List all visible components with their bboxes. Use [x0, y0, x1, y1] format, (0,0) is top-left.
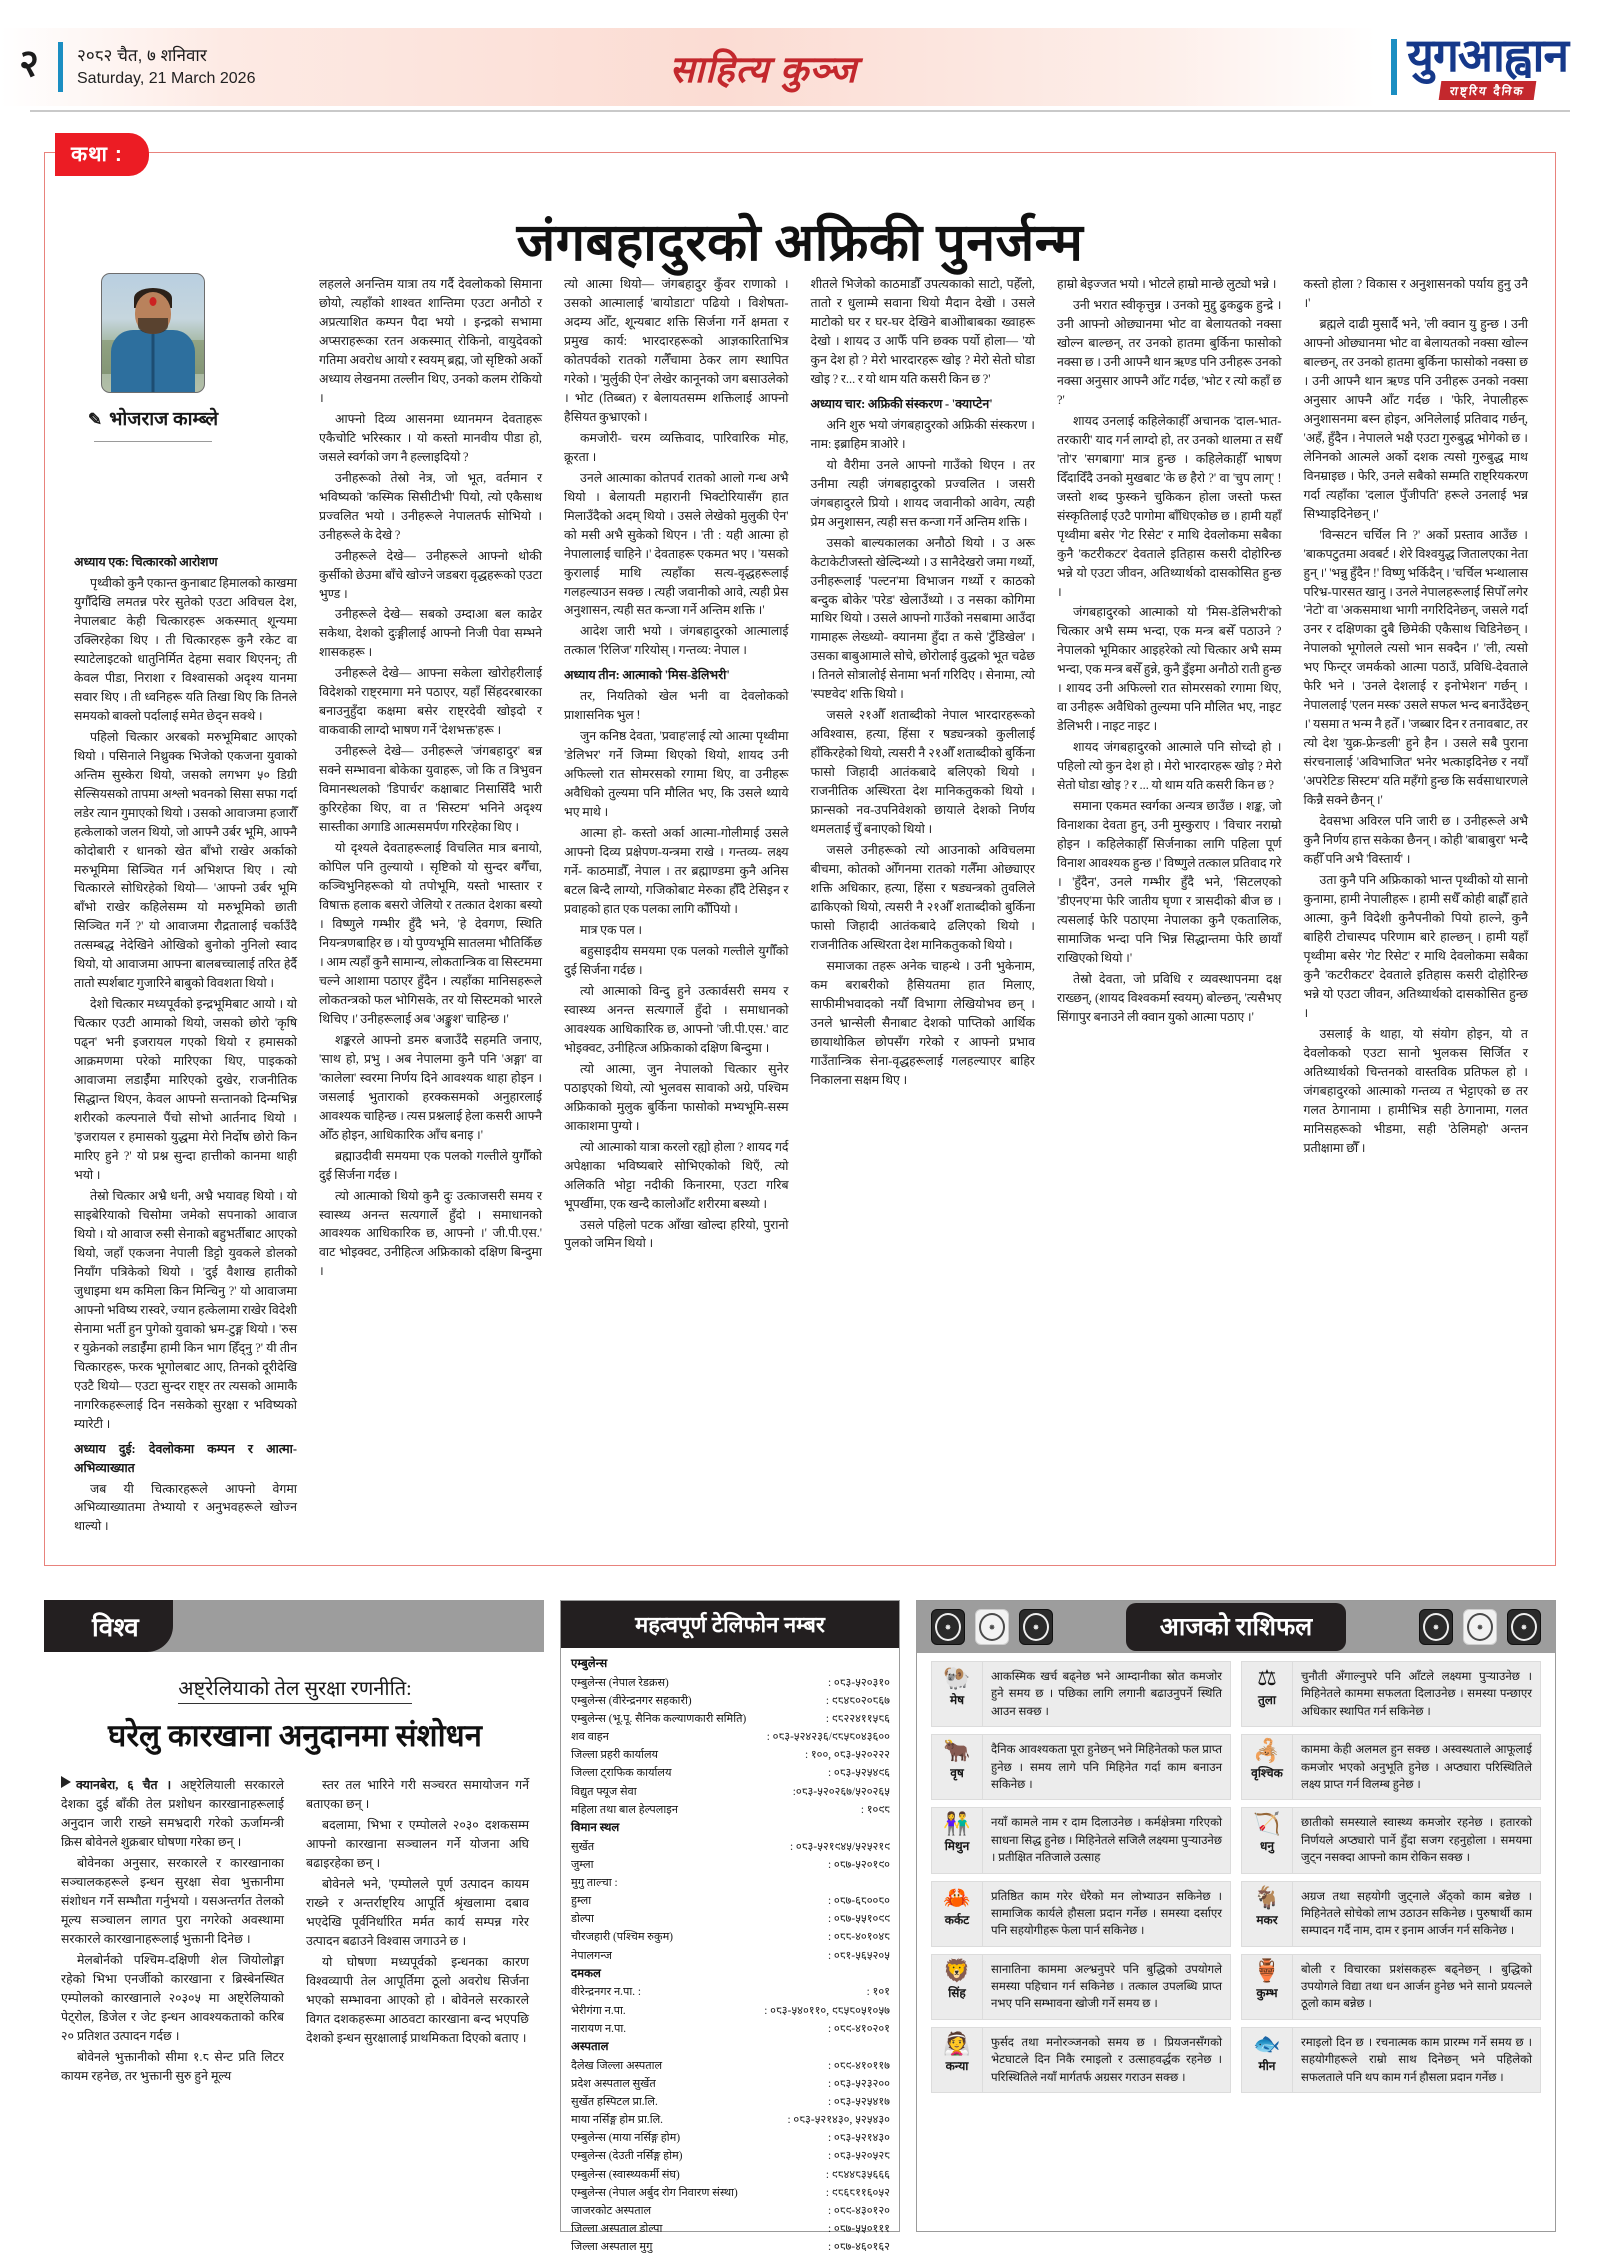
zodiac-prediction-text: फुर्सद तथा मनोरञ्जनको समय छ । प्रियजनसँगको भेटघाटले दिन निकै रमाइलो र उत्साहवर्द्धक रहनेछ । परिस्थितिले नयाँ मार्गतर्फ अग्रसर गराउन सक्छ । — [983, 2027, 1231, 2093]
story-paragraph: लहलले अनन्तिम यात्रा तय गर्दै देवलोकको सिमाना छोयो, त्यहाँको शाश्वत शान्तिमा एउटा अनौठो र अप्रत्याशित कम्पन पैदा भयो । इन्द्रको सभामा अप्सराहरूका रतन अकस्मात् रोकिनो, वायुदेवको गतिमा अवरोध आयो र स्वयम् ब्रह्म, जो सृष्टिको अर्को अध्याय लेखनमा तल्लीन थिए, उनको कलम रोकियो । — [319, 277, 543, 405]
aries-ram-icon: 🐏 — [943, 1665, 971, 1690]
phone-entry-label: मुगु ताल्चा : — [571, 1876, 618, 1889]
story-paragraph: शीतले भिजेको काठमाडौँ उपत्यकाको साटो, पहेँलो, तातो र धुलाम्मे सवाना थियो मैदान देखेो । उसले माटोको घर र घर-घर देखिने बाओोबाबका ख्वाहरू देखो । शायद उ आफैँ पनि छक्क पर्यो होला— 'यो कुन देश हो ? मेरो भारदारहरू खोइ ? मेरो सेतो घोडा खोइ ? र... र यो थाम यति कसरी किन छ ?' — [810, 277, 1035, 386]
story-paragraph: उसले पहिलो पटक आँखा खोल्दा हरियो, पुरानो पुलको जमिन थियो । — [564, 1217, 789, 1251]
phone-entry-row — [571, 1910, 890, 1928]
story-column-1 — [63, 275, 308, 1553]
phone-entry-label: एम्बुलेन्स (नेपाल अर्बुद रोग निवारण संस्था) — [571, 2186, 738, 2199]
phone-entry-row — [571, 1801, 890, 1819]
story-paragraph: शङ्करले आफ्नो डमरु बजाउँदै सहमति जनाए, 'साथ हो, प्रभु । अब नेपालमा कुनै पनि 'अङ्गा' वा 'कालेला' स्वरमा निर्णय दिने आवश्यक थाहा होइन । जसलाई भुताराको हरक्कसमको अनुहारलाई आवश्यक चाहिन्छ । त्यस प्रश्नलाई हेला कसरी आफ्नै ओँठ होइन, आधिकारिक आँच बनाइ ।' — [319, 1032, 543, 1142]
horoscope-panel — [916, 1600, 1556, 2232]
world-kicker: अष्ट्रेलियाको तेल सुरक्षा रणनीति: — [178, 1674, 411, 1704]
phone-panel-title: महत्वपूर्ण टेलिफोन नम्बर — [561, 1601, 899, 1648]
phone-entry-label: विद्युत फ्यूज सेवा — [571, 1785, 637, 1798]
section-title-sahitya-kunja: साहित्य कुञ्ज — [669, 49, 858, 91]
story-paragraph: तर, नियतिको खेल भनी वा देवलोकको प्राशासनिक भुल ! — [564, 689, 789, 723]
story-paragraph: यो दृश्यले देवताहरूलाई विचलित मात्र बनायो, कोपिल पनि तुल्यायो । सृष्टिको यो सुन्दर बगैँचा, कञ्चिभुनिहरूको यो तपोभूमि, यस्तो भास्तार र विषाक्त हलाक बसरो जेलियो र तत्कात देशका बस्यो । विष्णुले गम्भीर हुँदै भने, 'हे देवगण, स्थिति नियन्त्रणबाहिर छ । यो पुण्यभूमि सातलमा भौतिकिँछ । आम त्यहाँ कुनै सामान्य, लोकतान्त्रिक वा सिस्टममा चल्ने आशामा पठाएर हुँदैन । त्यहाँका मानिसहरूले लोकतन्त्रको फल भोगिसके, तर यो सिस्टमको भारले थिचिए ।' उनीहरूलाई अब 'अङ्कुश' चाहिन्छ ।' — [319, 841, 543, 1026]
zodiac-sign-cell — [931, 1807, 983, 1873]
author-name: भोजराज काम्ब्ले — [109, 409, 219, 430]
phone-entry-row — [571, 1838, 890, 1856]
phone-entry-label: जुम्ला — [571, 1858, 594, 1871]
zodiac-sign-cell — [931, 1881, 983, 1947]
date-english: Saturday, 21 March 2026 — [77, 69, 256, 87]
story-paragraph: जसले उनीहरूको त्यो आउनाको अविचलमा बीचमा, कोतको ओँगनमा रातको गलैँमा ओछ्याएर शक्ति अधिकार, हत्या, हिंसा र षड्यन्त्रको तुवलिले ढाकिएको थियो, त्यसरी नै २१औँ शताब्दीको बुर्किना फासो जिहादी आतंकबादे ढलिएको थियो । राजनीतिक अस्थिरता देश मानिकतुकको थियो । — [810, 843, 1035, 952]
capricorn-goat-icon: 🐐 — [1253, 1884, 1281, 1910]
story-paragraph: मात्र एक पल । — [580, 922, 643, 937]
story-paragraph: हाम्रो बेइज्जत भयो । भोटले हाम्रो मान्छे लुट्यो भन्ने । — [1057, 277, 1277, 291]
mandala-dark-icon: ✸ — [931, 1609, 965, 1645]
virgo-maiden-icon: 👰 — [943, 2030, 971, 2056]
phone-entry-row — [571, 1764, 890, 1782]
story-paragraph: उनले आत्माका कोतपर्व रातको आलो गन्ध अभै थियो । बेलायती महारानी भिक्टोरियासँग हात मिलाउँदैको अदम् थियो । उसले लेखेको मुलुकी ऐन' को मसी अभै सुकेको थिएन । 'ती : यही आत्मा हो नेपालालाई चाहिने ।' देवताहरू एकमत भए । 'यसको कुरालाई माथि त्यहाँका सत्य-वृद्धहरूलाई गलहल्याउन सक्छ । त्यही जवानीको आवे, त्यही प्रेस अनुशासन, त्यही सत कन्जा गर्ने अन्तिम शक्ति ।' — [564, 470, 789, 618]
world-paragraph: बोवेनले भुक्तानीको सीमा १.८ सेन्ट प्रति लिटर कायम रहनेछ, तर भुक्तानी सुरु हुने मूल्य — [61, 2049, 284, 2083]
horoscope-item — [1241, 1954, 1541, 2020]
phone-entry-label: एम्बुलेन्स (माया नर्सिङ्ग होम) — [571, 2132, 681, 2145]
zodiac-prediction-text: प्रतिष्ठित काम गरेर धेरैको मन लोभ्याउन सकिनेछ । सामाजिक कार्यले हौसला प्रदान गर्नेछ । समस्या दर्साएर पनि सहयोगीहरू फेला पार्न सकिनेछ । — [983, 1881, 1231, 1947]
world-section-label[interactable]: विश्व — [44, 1600, 173, 1652]
main-story-box — [44, 143, 1556, 1566]
phone-entry-row — [571, 1674, 890, 1692]
phone-entry-label: महिला तथा बाल हेल्पलाइन — [571, 1803, 678, 1816]
phone-entry-label: एम्बुलेन्स (स्वास्थ्यकर्मी संघ) — [571, 2168, 680, 2181]
brand-tagline: राष्ट्रिय दैनिक — [1439, 81, 1536, 100]
phone-entry-row — [571, 2147, 890, 2165]
phone-entry-number: : ०८९-४१०२०१ — [828, 2022, 890, 2035]
phone-entry-number: : ०८७-५५०१११ — [828, 2222, 890, 2235]
zodiac-sign-name: वृष — [950, 1766, 964, 1781]
horoscope-column-right — [1236, 1661, 1546, 2100]
phone-entry-label: जिल्ला ट्राफिक कार्यालय — [571, 1767, 672, 1780]
world-columns — [50, 1776, 540, 2088]
phone-entry-row — [571, 2093, 890, 2111]
story-paragraph: शायद उनलाई कहिलेकाहीँ अचानक 'दाल-भात-तरकारी' याद गर्न लाग्दो हो, तर उनको थालमा त सधैँ 'तो'र 'सगबागा' मात्र हुन्छ । कहिलेकाहीँ भाषण दिँदादिँदै उनको मुखबाट 'के छ हैरो ?' वा 'चुप लाग्' ! जस्तो शब्द फुस्कने चुकिकन होला जस्तो फस्त संस्कृतिलाई एउटै पागोमा बाँधिएकोछ छ । हामी यहाँ पृथ्वीमा बसेर 'गेट रिसेट' र माथि देवलोकमा सबैका कुनै 'कटरीकटर' देवताले इतिहास कसरी दोहोरिन्छ भन्ने यो एउटा जीवन, अतिथ्यार्थको दासकोसित हुन्छ । — [1057, 413, 1282, 599]
story-paragraph: यो वैरीमा उनले आफ्नो गाउँको थिएन । तर उनीमा त्यही जंगबहादुरको प्रज्वलित । जसरी जंगबहादुरले प्रियो । शायद जवानीको आवेग, त्यही प्रेम अनुशासन, त्यही सत्त कन्जा गर्ने अन्तिम शक्ति । — [810, 457, 1035, 529]
phone-entry-label: नेपालगन्ज — [571, 1949, 612, 1962]
story-paragraph: ब्रह्मले दाढी मुसार्दै भने, 'ली क्वान यु हुन्छ । उनी आफ्नो ओछ्यानमा भोट वा बेलायतको नक्सा खोल्न बाल्छन्, तर उनको हातमा बुर्किना फासोको नक्सा छ । उनी आफ्नै थान ऋण्ड पनि उनीहरू उनको नक्सा अनुसार आफ्नै आँट गर्दछ । 'फेरि, नेपालीहरू अनुशासनमा बस्न होइन, अनिलेलाई प्रतिवाद गर्छन्, 'अहँ, हुँदैन । नेपालले भक्षै एउटा गुरुबुद्ध भोगेको छ । लेनिनको आत्मले अर्को दशक त्यसो गुरुबुद्ध माथ विनम्राइछ । फेरि, उनले सबैको सम्मति राष्ट्रियकरण गर्दा त्यहाँका 'दलाल पुँजीपति' हरूले उनलाई भन्न सिभ्याइदिनेछन् ।' — [1303, 316, 1528, 521]
horoscope-item — [1241, 1807, 1541, 1873]
zodiac-sign-name: कर्कट — [944, 1912, 970, 1927]
mandala-dark-icon: ✸ — [1419, 1609, 1453, 1645]
zodiac-sign-name: मेष — [949, 1693, 965, 1708]
date-block — [77, 45, 255, 90]
page-number: २ — [19, 43, 39, 85]
zodiac-sign-name: वृश्चिक — [1251, 1766, 1283, 1781]
horoscope-item — [931, 1734, 1231, 1800]
world-paragraph: क्यानबेरा, ६ चैत । अष्ट्रेलियाली सरकारले देशका दुई बाँकी तेल प्रशोधन कारखानाहरूलाई अनुदान जारी राख्ने समभ्रदारी गरेको ऊर्जामन्त्री क्रिस बोवेनले शुक्रबार घोषणा गरेका छन् । — [61, 1778, 284, 1849]
sagittarius-bow-icon: 🏹 — [1253, 1811, 1281, 1837]
phone-entry-number: : ९८६८११६०५२ — [825, 2186, 890, 2199]
phone-entry-number: : १०१ — [866, 1986, 890, 1999]
zodiac-sign-cell — [1241, 1954, 1293, 2020]
phone-entry-number: : ९८२२४११५८६ — [825, 1713, 890, 1726]
horoscope-item — [931, 2027, 1231, 2093]
zodiac-prediction-text: अग्रज तथा सहयोगी जुट्नाले अँठ्को काम बन्नेछ । मिहिनेतले सोचेको लाभ उठाउन सकिनेछ । पुरुषार्थी काम सम्पादन गर्दै नाम, दाम र इनाम आर्जन गर्न सकिनेछ । — [1293, 1881, 1541, 1947]
story-paragraph: आदेश जारी भयो । जंगबहादुरको आत्मालाई तत्काल 'रिलिज' गरियोस् । गन्तव्य: नेपाल । — [564, 624, 789, 658]
story-paragraph: उनी भरात स्वीकृत्तुन्न । उनको मुद्दु ढुकढुक हुन्द्रे । उनी आफ्नो ओछ्यानमा भोट वा बेलायतको नक्सा खोल्न बाल्छन्, तर उनको हातमा बुर्किना फासोको नक्सा छ । उनी आफ्नै थान ऋण्ड पनि उनीहरू उनको नक्सा अनुसार आफ्नै आँट गर्दछ, 'भोट र त्यो कहाँ छ ?' — [1057, 297, 1282, 407]
story-paragraph: जसले २१औँ शताब्दीको नेपाल भारदारहरूको अविश्वास, हत्या, हिंसा र षड्यन्त्रको कुलीलाई हाँकिरहेको थियो, त्यसरी नै २१औँ शताब्दीको बुर्किना फासो जिहादी आतंकबादे बलिएको थियो । राजनीतिक अस्थिरता देश मानिकतुकको थियो । फ्रान्सको नव-उपनिवेशको छायाले देशको निर्णय थमलताई चुँ बनाएको थियो । — [810, 708, 1035, 837]
phone-entry-row — [571, 1928, 890, 1946]
phone-entry-number: : ०८३-५२०५२८ — [828, 2150, 890, 2163]
world-paragraph: मेलबोर्नको पश्चिम-दक्षिणी शेल जियोलोङ्मा रहेको भिभा एनर्जीको कारखाना र ब्रिस्बेनस्थित एम्पोलको कारखानाले २०३०५ मा अष्ट्रेलियाको पेट्रोल, डिजेल र जेट इन्धन आवश्यकताको करिब २० प्रतिशत उत्पादन गर्दछ । — [61, 1952, 284, 2043]
phone-entry-label: भेरीगंगा न.पा. — [571, 2004, 626, 2017]
phone-entry-number: : ०८३-५२१९४५/५२५२१९ — [789, 1840, 890, 1853]
quill-pen-icon: ✎ — [87, 410, 103, 429]
story-category-tab[interactable]: कथा : — [55, 133, 149, 176]
story-headline: जंगबहादुरको अफ्रिकी पुनर्जन्म — [516, 215, 1084, 272]
gemini-twins-icon: 👫 — [943, 1811, 971, 1837]
horoscope-item — [931, 1807, 1231, 1873]
phone-entry-label: चौरजहारी (पश्चिम रुकुम) — [571, 1931, 674, 1944]
cancer-crab-icon: 🦀 — [943, 1884, 971, 1910]
story-paragraph: उनीहरूको तेस्रो नेत्र, जो भूत, वर्तमान र भविष्यको 'कस्मिक सिसीटीभी' पियो, त्यो एकैसाथ प्रज्वलित भयो । उनीहरूले नेपालतर्फ सोभियो । उनीहरूले के देखे ? — [319, 470, 543, 542]
phone-entry-number: : ०८९-४३०१२० — [828, 2204, 890, 2217]
zodiac-prediction-text: बोली र विचारका प्रशंसकहरू बढ्नेछन् । बुद्धिको उपयोगले विद्या तथा धन आर्जन हुनेछ भने सानो प्रयत्नले ठूलो काम बन्नेछ । — [1293, 1954, 1541, 2020]
zodiac-prediction-text: नयाँ कामले नाम र दाम दिलाउनेछ । कर्मक्षेत्रमा गरिएको साधना सिद्ध हुनेछ । मिहिनेतले सजिलै लक्ष्यमा पुर्‍याउनेछ । प्रतीक्षित नतिजाले उत्साह — [983, 1807, 1231, 1873]
phone-entry-label: एम्बुलेन्स (नेपाल रेडक्रस) — [571, 1676, 669, 1689]
zodiac-prediction-text: आकस्मिक खर्च बढ्नेछ भने आम्दानीका स्रोत कमजोर हुने समय छ । पछिका लागि लगानी बढाउनुपर्ने स्थिति आउन सक्छ । — [983, 1661, 1231, 1727]
zodiac-prediction-text: छातीको समस्याले स्वास्थ्य कमजोर रहनेछ । हतारको निर्णयले अप्ठ्यारो पार्ने हुँदा सजग रहनुहोला । समयमा जुट्न नसक्दा आफ्नो काम रोकिन सक्छ । — [1293, 1807, 1541, 1873]
zodiac-prediction-text: काममा केही अलमल हुन सक्छ । अस्वस्थताले आफूलाई कमजोर भएको अनुभूति हुनेछ । अप्ठ्यारा परिस्थितिले लक्ष्य प्राप्त गर्न विलम्ब हुनेछ । — [1293, 1734, 1541, 1800]
zodiac-sign-cell — [1241, 1734, 1293, 1800]
masthead-divider — [58, 42, 63, 92]
world-body — [44, 1652, 544, 2088]
zodiac-sign-name: सिंह — [948, 1985, 966, 2000]
zodiac-sign-cell — [931, 1661, 983, 1727]
zodiac-prediction-text: सानातिना काममा अल्भ्रनुपरे पनि बुद्धिको उपयोगले समस्या पहिचान गर्न सकिनेछ । तत्काल उपलब्धि प्राप्त नभए पनि सम्भावना खोजी गर्ने समय छ । — [983, 1954, 1231, 2020]
story-paragraph: उसलाई के थाहा, यो संयोग होइन, यो त देवलोकको एउटा सानो भुलकस सिर्जित र अतिथ्यार्थको चिन्तनको वास्तविक प्रतिफल हो । जंगबहादुरको आत्माको गन्तव्य त भेट्टाएको छ तर गलत ठेगानामा । हामीभित्र सही ठेगानामा, गलत मानिसहरूको भीडमा, सही 'ठेलिमहोे' अन्तन प्रतीक्षामा छौँ । — [1303, 1026, 1528, 1155]
phone-entry-label: सुर्खेत हस्पिटल प्रा.लि. — [571, 2095, 658, 2108]
story-paragraph: समाजका तहरू अनेक चाहन्थे । उनी भुकेनाम, कम बराबरीको हैसियतमा हात मिलाए, साफीमीभवादको नयौँ विभागा लेखियोभव छन् । उनले भ्रान्सेली सैनाबाट देशको पाप्तिको आर्थिक छायाथोकिल छोपसँग गरेको र आफ्नो प्रभाव गाउँतान्त्रिक सेना-वृद्धहरूलाई गलहल्याएर बाहिर निकालना सक्षम थिए । — [810, 958, 1035, 1087]
libra-scales-icon: ⚖ — [1257, 1665, 1277, 1690]
phone-entry-row — [571, 1746, 890, 1764]
horoscope-item — [1241, 2027, 1541, 2093]
zodiac-prediction-text: दैनिक आवश्यकता पूरा हुनेछन् भने मिहिनेतको फल प्राप्त हुनेछ । समय लागे पनि मिहिनेत गर्दा काम बनाउन सकिनेछ । — [983, 1734, 1231, 1800]
zodiac-prediction-text: चुनौती अँगाल्नुपरे पनि आँटले लक्ष्यमा पुर्‍याउनेछ । मिहिनेतले काममा सफलता दिलाउनेछ । समस्या पन्छाएर अधिकार स्थापित गर्न सकिनेछ । — [1293, 1661, 1541, 1727]
phone-entry-number: : ०८७-५२०१९० — [828, 1858, 890, 1871]
story-paragraph: कस्तो होला ? विकास र अनुशासनको पर्याय हुनु उनै ।' — [1303, 277, 1528, 310]
phone-entry-number: : ९८४८०२०८६७ — [825, 1694, 890, 1707]
phone-entry-row — [571, 1692, 890, 1710]
phone-entry-row — [571, 2166, 890, 2184]
mandala-light-icon: ✸ — [1463, 1609, 1497, 1645]
phone-entry-number: : १०९८ — [860, 1803, 890, 1816]
dateline-city: क्यानबेरा, ६ चैत । — [76, 1778, 181, 1792]
dateline-marker-icon — [61, 1776, 71, 1788]
world-header-bar — [44, 1600, 544, 1652]
zodiac-prediction-text: रमाइलो दिन छ । रचनात्मक काम प्रारम्भ गर्ने समय छ । सहयोगीहरूले राम्रो साथ दिनेछन् भने पहिलेको सफलताले पनि थप काम गर्न हौसला प्रदान गर्नेछ । — [1293, 2027, 1541, 2093]
story-paragraph: तेस्रो देवता, जो प्रविधि र व्यवस्थापनमा दक्ष राख्छन्, (शायद विश्वकर्मा स्वयम्) बोल्छन्, 'त्यसैभए सिंगापुर बनाउने ली क्वान युको आत्मा पठाए ।' — [1057, 971, 1282, 1024]
story-column-4 — [800, 275, 1046, 1553]
story-paragraph: आत्मा हो- कस्तो अर्का आत्मा-गोलीमाई उसले आफ्नो दिव्य प्रक्षेपण-यन्त्रमा राखे । गन्तव्य- लक्ष्य गर्ने- काठमाडौँ, नेपाल । तर ब्रह्माण्डमा कुनै अनिस बटल बिन्दै लाग्यो, गजिकोबाट मेरुका हौँदै टेसिइन र प्रवाहको हात एक पलका लागि कौँपियो । — [564, 826, 789, 916]
zodiac-sign-name: तुला — [1257, 1693, 1277, 1708]
zodiac-sign-cell — [1241, 2027, 1293, 2093]
date-nepali: २०८२ चैत, ७ शनिवार — [77, 45, 207, 65]
phone-group-heading: एम्बुलेन्स — [571, 1657, 608, 1670]
phone-entry-number: : ०८३-५२०३१० — [828, 1676, 890, 1689]
horoscope-item — [931, 1881, 1231, 1947]
phone-entry-row — [571, 1710, 890, 1728]
scorpio-scorpion-icon: 🦂 — [1253, 1738, 1281, 1764]
story-paragraph: समाना एकमत स्वर्गका अन्यत्र छाउँछ । शङ्क, जो विनाशका देवता हुन्, उनी मुस्कुराए । 'विचार नराम्रो होइन । कहिलेकाहीँ सिर्जनाका लागि पहिला पूर्ण विनाश आवश्यक हुन्छ ।' विष्णुले तत्काल प्रतिवाद गरे । 'हुँदैन', उनले गम्भीर हुँदै भने, 'सिटलएको 'डीएनए'मा फेरि जातीय घृणा र त्रासदीको बीज छ । त्यसलाई फेरि पठाएमा नेपालका कुनै एकतालिक, सामाजिक भन्दा पनि भिन्न सिद्धान्तमा फेरि छायाँ राखिएको थियो ।' — [1057, 799, 1282, 965]
phone-entry-row — [571, 1856, 890, 1874]
phone-entry-label: वीरेन्द्रनगर न.पा. : — [571, 1986, 641, 1999]
story-paragraph: अध्याय दुई: देवलोकमा कम्पन र आत्मा-अभिव्याख्यात — [74, 1441, 298, 1475]
story-paragraph: अध्याय चार: अफ्रिकी संस्करण - 'क्याप्टेन' — [810, 396, 993, 411]
phone-entry-number: : ०८७-४६०१६२ — [828, 2241, 890, 2254]
story-paragraph: उता कुनै पनि अफ्रिकाको भान्त पृथ्वीको यो सानो कुनामा, हामी नेपालीहरू । हामी सधैँ कोही बाह्रौँ हाते आत्मा, कुनै विदेशी कुनैपनीको पियो हाल्ने, कुनै बाहिरी टोचास्पद परिणाम बारे हाल्छन् । हामी यहाँ पृथ्वीमा बसेर 'गेट रिसेट' र माथि देवलोकमा सबैका कुनै 'कटरीकटर' देवताले इतिहास कसरी दोहोरिन्छ भन्ने यो एउटा जीवन, अतिथ्यार्थको दासकोसित हुन्छ । — [1303, 873, 1528, 1020]
story-paragraph: त्यो आत्माको विन्दु हुने उत्कार्वसरी समय र स्वास्थ्य अनन्त सत्यगार्ले हुँदो । समाधानको आवश्यक आधिकारिक छ, आफ्नो 'जी.पी.एस.' वाट भोइक्वट, उनीहित्ज अफ्रिकाको दक्षिण बिन्दुमा । — [564, 983, 789, 1055]
phone-entry-label: जिल्ला अस्पताल डोल्पा — [571, 2222, 663, 2235]
story-paragraph: तेस्रो चित्कार अभ्रै धनी, अभ्रै भयावह थियो । यो साइबेरियाको चिसोमा जमेको सपनाको आवाज थियो । यो आवाज रुसी सेनाको बहुभर्तीबाट आएको थियो, जहाँ एकजना नेपाली डिट्टो युवकले डोलको नियाँग पत्रिकेको थियो । 'दुई वैशाख हातीको जुधाइमा थम कमिला किन मिन्चिनु ?' यो आवाजमा आफ्नो भविष्य रास्वरे, ज्यान हत्केलामा राखेर विदेशी सेनामा भर्ती हुन पुगेको युवाको भ्रम-टुङ्ग थियो । 'रुस र युक्रेनको लडाईँमा हामी किन भाग हिँद्नु ?' यी तीन चित्कारहरू, फरक भूगोलबाट आए, तिनको दूरीदेखि एउटै थियो— एउटा सुन्दर राष्ट्र तर त्यसको आमाकै नागरिकहरूलाई दिन नसकेको सुरक्षा र भविष्यको म्यारेटी । — [74, 1188, 298, 1431]
zodiac-sign-cell — [1241, 1661, 1293, 1727]
brand-logo[interactable] — [1391, 29, 1600, 100]
phone-entry-number: : ०८७-६८००८० — [828, 1895, 890, 1908]
phone-entry-number: : ०८३-५२५४१७ — [828, 2095, 890, 2108]
phone-entry-row — [571, 2202, 890, 2220]
story-column-2 — [308, 275, 553, 1553]
phone-entry-number — [884, 1874, 890, 1892]
story-column-5 — [1046, 275, 1292, 1553]
masthead — [0, 28, 1600, 106]
leo-lion-icon: 🦁 — [943, 1957, 971, 1983]
story-paragraph: त्यो आत्माको थियो कुनै दुः उत्काजसरी समय र स्वास्थ्य अनन्त सत्यगार्ले हुँदो । समाधानको आवश्यक आधिकारिक छ, आफ्नो ।' जी.पी.एस.' वाट भोइक्वट, उनीहित्ज अफ्रिकाको दक्षिण बिन्दुमा । — [319, 1188, 543, 1279]
phone-entry-row — [571, 1728, 890, 1746]
bottom-section — [44, 1600, 1556, 2254]
zodiac-sign-cell — [931, 1954, 983, 2020]
horoscope-item — [1241, 1734, 1541, 1800]
phone-entry-row — [571, 2111, 890, 2129]
mandala-dark-icon: ✸ — [1019, 1609, 1053, 1645]
world-paragraph: बदलामा, भिभा र एम्पोलले २०३० दशकसम्म आफ्नो कारखाना सञ्चालन गर्ने योजना अघि बढाइरहेका छन् । — [306, 1817, 529, 1870]
story-paragraph: उनीहरूले देखे— उनीहरूले 'जंगबहादुर' बन्न सक्ने सम्भावना बोकेका युवाहरू, जो कि त त्रिभुवन विमानस्थलको 'डिपार्चर' कक्षाबाट निसासिँदै भारी कुरिरहेका थिए, वा त 'सिस्टम' भनिने अदृश्य सास्तीका अगाडि आत्मसमर्पण गरिरहेका थिए । — [319, 744, 543, 835]
story-paragraph: पृथ्वीको कुनै एकान्त कुनाबाट हिमालको काखमा युगौँदेखि लमतन्न परेर सुतेको एउटा अविचल देश, नेपालबाट केही चित्कारहरू अकस्मात् शून्यमा उक्लिरहेका थिए । ती चित्कारहरू कुनै रकेट वा स्याटेलाइटको धातुनिर्मित देहमा सवार थिएनन्; ती केवल पीडा, निराशा र विश्वासको अदृश्य यानमा सवार थिए । ती ध्वनिहरू यति तिखा थिए कि तिनले समयको बाक्लो पर्दालाई समेत छेद्न सक्थे । — [74, 575, 298, 723]
world-panel — [44, 1600, 544, 2232]
world-paragraph: बोवेनले भने, 'एम्पोलले पूर्ण उत्पादन कायम राख्ने र अन्तर्राष्ट्रिय आपूर्ति श्रृंखलामा दबाव भएदेखि पूर्वनिर्धारित मर्मत कार्य सम्पन्न गरेर उत्पादन बढाउने विश्वास जगाउने छ । — [306, 1876, 529, 1948]
phone-entry-label: जिल्ला प्रहरी कार्यालय — [571, 1749, 659, 1762]
brand-name: युगआह्वान — [1407, 29, 1568, 82]
phone-entry-row — [571, 2020, 890, 2038]
phone-entry-number: : ०८३-५२१४३० — [828, 2132, 890, 2145]
zodiac-sign-name: मकर — [1256, 1912, 1278, 1927]
phone-entry-number: : ०८३-५२१४३०, ५२५४३० — [787, 2114, 890, 2127]
phone-entry-number: : १००, ०८३-५२०२२२ — [804, 1749, 890, 1762]
phone-entry-label: डोल्पा — [571, 1913, 594, 1926]
phone-directory-panel — [560, 1600, 900, 2254]
phone-entry-number: : ०८१-५६५२०५ — [828, 1949, 890, 1962]
phone-entry-row — [571, 1783, 890, 1801]
horoscope-item — [1241, 1881, 1541, 1947]
phone-entry-label: जाजरकोट अस्पताल — [571, 2204, 652, 2217]
story-column-3 — [553, 275, 799, 1553]
phone-entry-label: नारायण न.पा. — [571, 2022, 627, 2035]
horoscope-item — [931, 1954, 1231, 2020]
story-paragraph: उसको बाल्यकालका अनौठो थियो । उ अरू केटाकेटीजस्तो खेल्दिन्थ्यो । उ सानैदेखरो जमा गर्थ्यो, उनीहरूलाई 'पल्टन'मा विभाजन गर्थ्यो र काठको बन्दुक बोकेर 'परेड' खेलाउँथ्यो । उ नसका कोगिमा माथिर थियो । उसले आफ्नो गाउँको नसबामा आउँदा गामाहरू लेख्थ्यो- क्यानमा हुँदा त कसे 'टुँडिखेल' । उसका बाबुआमाले सोचे, छोरोलाई वुद्धको भूत चढेछ । तिनले सोत्रालोई सेनामा भर्ना गरिदिए । सेनामा, त्यो 'स्पष्टवेद' शक्ति थियो । — [810, 535, 1035, 702]
mandala-light-icon: ✸ — [975, 1609, 1009, 1645]
phone-group-heading: विमान स्थल — [571, 1820, 620, 1834]
story-paragraph: त्यो आत्मा थियो— जंगबहादुर कुँवर राणाको । उसको आत्मालाई 'बायोडाटा' पढियो । विशेषता- अदम्य ओँट, शून्यबाट शक्ति सिर्जना गर्ने क्षमता र प्रमुख कार्य: भारदारहरूको आज्ञकारिताभित्र कोतपर्वको रातको गलैँचामा ठेकर लाग स्थापित गरेको । 'मुर्लुकी ऐन' लेखेर कानूनको जग बसाउलेको । भोट (तिब्बत) र बेलायतसम्म शक्तिलाई आफ्नो हैसियत कुभ्राएको । — [564, 277, 789, 424]
story-paragraph: शायद जंगबहादुरको आत्माले पनि सोच्दो हो । पहिलो त्यो कुन देश हो । मेरो भारदारहरू खोइ ? मेरो सेतो घोडा खोइ ? र ... यो थाम यति कसरी किन छ ? — [1057, 740, 1282, 793]
zodiac-sign-name: धनु — [1259, 1839, 1275, 1854]
horoscope-item — [1241, 1661, 1541, 1727]
story-paragraph: जुन कनिष्ठ देवता, 'प्रवाह'लाई त्यो आत्मा पृथ्वीमा 'डेलिभर' गर्ने जिम्मा थिएको थियो, शायद उनी अफिल्लो रात सोमरसको रगामा थिए, वा उनीहरू अवैधिको तुल्यमा पनि मौलित भए, कि उसले थ्याये भए माथे । — [564, 729, 789, 820]
phone-entry-label: सुर्खेत — [571, 1840, 595, 1853]
phone-entry-label: प्रदेश अस्पताल सुर्खेत — [571, 2077, 656, 2090]
phone-entry-number: : ०८९-४१०११७ — [828, 2059, 890, 2072]
zodiac-sign-cell — [931, 1734, 983, 1800]
phone-entry-row — [571, 2220, 890, 2238]
story-paragraph: ब्रह्माउदीवी समयमा एक पलको गल्तीले युगौँको दुई सिर्जना गर्दछ । — [319, 1148, 543, 1182]
zodiac-sign-name: कन्या — [945, 2058, 969, 2073]
horoscope-title: आजको राशिफल — [1126, 1603, 1346, 1651]
phone-entry-row — [571, 2075, 890, 2093]
phone-entry-row — [571, 2238, 890, 2256]
story-paragraph: उनीहरूले देखे— आफ्ना सकेला खोरोहरीलाई विदेशको राष्ट्रमागा मने पठाएर, यहाँ सिंहदरबारका बनाउनुहुँदा कक्षमा बसेर राष्ट्रदेवी खोइदो र वाकवाकी लाग्दो भाषण गर्ने 'देशभक्त'हरू । — [319, 666, 543, 738]
aquarius-pot-icon: 🏺 — [1253, 1957, 1281, 1983]
phone-entry-number: : ०८३-५२३२०० — [828, 2077, 890, 2090]
phone-entry-label: दैलेख जिल्ला अस्पताल — [571, 2059, 663, 2072]
story-column-6 — [1292, 275, 1538, 1553]
phone-entry-row — [571, 2184, 890, 2202]
brand-accent-bar — [1391, 39, 1397, 95]
story-paragraph: त्यो आत्माको यात्रा करलो रह्यो होला ? शायद गर्द अपेक्षाका भविष्यबारे सोभिएकोको थिएँ, त्यो अलिकति भोट्टा नदीकी किनारमा, एउटा गरिब भूपर्खीमा, एक खन्दै कालोआँट शरीरमा बस्थ्यो । — [564, 1139, 789, 1211]
phone-entry-row — [571, 2002, 890, 2020]
phone-entry-number: :०८३-५२०२६७/५२०२६५ — [792, 1785, 890, 1798]
story-paragraph: देशो चित्कार मध्यपूर्वको इन्द्रभूमिबाट आयो । यो चित्कार एउटी आमाको थियो, जसको छोरो 'कृषि पढ्न' भनी इजरायल गएको थियो र हमासको आक्रमणमा परेको मारिएका थिए, पाइकको आवाजमा लडाईँमा मारिएको दुखेर, राजनीतिक सिद्धान्त थिएन, केवल आफ्नो सन्तानको दिन्मभिन्न शरीरको कल्पनाले पैंचो सोभो आर्तनाद थियो । 'इजरायल र हमासको युद्धमा मेरो निर्दोष छोरो किन मारिए हुने ?' यो प्रश्न सुन्दा हात्तीको कानमा थाही भयो । — [74, 997, 298, 1182]
world-column-1 — [50, 1776, 295, 2088]
pisces-fish-icon: 🐟 — [1253, 2030, 1281, 2056]
world-paragraph: बोवेनका अनुसार, सरकारले र कारखानाका सञ्चालकहरूले इन्धन सुरक्षा सेवा भुक्तानीमा संशोधन गर्ने सम्भौता गर्नुभयो । यसअन्तर्गत तेलको मूल्य सञ्चालन लागत पुरा नगरेको अवस्थामा सरकारले कारखानाहरूलाई भुक्तानी दिनेछ । — [61, 1855, 284, 1946]
horoscope-grid — [917, 1653, 1555, 2100]
phone-entry-number: : ९८४४८३५६६६ — [825, 2168, 890, 2181]
masthead-bottom-rule — [30, 110, 1570, 112]
phone-entry-label: जिल्ला अस्पताल मुगु — [571, 2241, 653, 2254]
phone-group-heading: अस्पताल — [571, 2039, 609, 2053]
phone-entry-number: : ०८३-५२४२३६/९८५८०४३६०० — [766, 1731, 890, 1744]
horoscope-column-left — [926, 1661, 1236, 2100]
world-paragraph: यो घोषणा मध्यपूर्वको इन्धनका कारण विश्वव्यापी तेल आपूर्तिमा ठूलो अवरोध सिर्जना भएको सम्भावना आएको हो । बोवेनले सरकारले विगत दशकहरूमा आठवटा कारखाना बन्द भएपछि देशको इन्धन सुरक्षालाई प्राथमिकता दिएको बताए । — [306, 1954, 529, 2045]
phone-entry-row — [571, 1983, 890, 2001]
story-paragraph: त्यो आत्मा, जुन नेपालको चित्कार सुनेर पठाइएको थियो, त्यो भुलवस सावाको अग्रे, पश्चिम अफ्रिकाको मुलुक बुर्किना फासोको मभ्यभूमि-सस्म आकाशमा पुग्यो । — [564, 1061, 789, 1133]
phone-entry-row — [571, 2129, 890, 2147]
phone-entry-label: एम्बुलेन्स (भू.पू. सैनिक कल्याणकारी समिति) — [571, 1713, 747, 1726]
phone-group-heading: दमकल — [571, 1966, 601, 1980]
story-paragraph: कमजोरी- चरम व्यक्तिवाद, पारिवारिक मोह, क्रूरता । — [564, 430, 789, 464]
story-paragraph: अध्याय एक: चित्कारको आरोशण — [74, 555, 218, 569]
mandala-dark-icon: ✸ — [1507, 1609, 1541, 1645]
phone-entry-row — [571, 1892, 890, 1910]
phone-entry-label: एम्बुलेन्स (वीरेन्द्रनगर सहकारी) — [571, 1694, 692, 1707]
story-paragraph: आफ्नो दिव्य आसनमा ध्यानमग्न देवताहरू एकैचोटि भरिस्कार । यो कस्तो मानवीय पीडा हो, जसले स्वर्गको जग नै हल्लाइदियो ? — [319, 411, 543, 464]
phone-entry-number: : ०८७-५५१०९९ — [828, 1913, 890, 1926]
taurus-bull-icon: 🐂 — [943, 1738, 971, 1764]
story-paragraph: बहुसाइदीय समयमा एक पलको गल्तीले युगौँको दुई सिर्जना गर्दछ । — [564, 943, 789, 977]
phone-entry-label: हुम्ला — [571, 1895, 592, 1908]
horoscope-header-bar — [917, 1601, 1555, 1653]
story-paragraph: अनि शुरु भयो जंगबहादुरको अफ्रिकी संस्करण । नाम: इब्राहिम त्राओरे । — [810, 417, 1035, 451]
zodiac-sign-name: मिथुन — [944, 1839, 970, 1854]
zodiac-sign-cell — [1241, 1881, 1293, 1947]
phone-entry-number: : ०८८-४०१०४८ — [828, 1931, 890, 1944]
story-paragraph: पहिलो चित्कार अरबको मरुभूमिबाट आएको थियो । पसिनाले निथ्रुक्क भिजेको एकजना युवाको अन्तिम सुस्केरा थियो, जसको लगभग ५० डिग्री सेल्सियसको तापमा अश्लो भवनको सिसा सफा गर्दा लडेर त्यान गुमाएको थियो । उसको आवाजमा हजारौँ हत्केलाको जलन थियो, जो आफ्नै उर्बर भूमि, आफ्नै कोदोबारी र धानको खेत बाँभो राखेर अर्काको मरुभूमिमा सिञ्चित गर्न अभिशप्त थिए । त्यो चित्कारले सोधिरहेको थियो— 'आफ्नो उर्बर भूमि बाँभो राखेर कहिलेसम्म यो मरुभूमिको छाती सिञ्चित गर्ने ?' यो आवाजमा रौद्रतालाई चर्काउँदै तत्सम्बद्ध नेदेखिने ओखिको बुनोको नुनिलो स्वाद थियो, यो आवाजमा आफ्ना बालबच्चालाई तरित हेर्दै तातो स्पर्शबाट गुजारिने बाबुको विवशता थियो । — [74, 729, 298, 991]
phone-entry-row — [571, 1874, 890, 1892]
story-paragraph: 'विन्सटन चर्चिल नि ?' अर्को प्रस्ताव आउँछ । 'बाकपटुतमा अवबर्ट । शेरे विश्वयुद्ध जितालएका नेता हुन् ।' 'भन्नु हुँदैन !' विष्णु भर्किदैन् । 'चर्चिल भन्थालास परिभ्र-पारसत खानु । उनले नेपालहरूलाई सिपोँ लगेर 'नेटो' वा 'अकसमाथा भागी नगरिदिनेछन्, जसले गर्दा उनर र दक्षिणका दुबै छिमेकी एकैसाथ चिडिनेछन् । नेपालको भूगोलले त्यसो भान सक्दैन ।' 'ली, त्यसो भए फिन्ट्र जमर्कको आत्मा पठाउँ, प्रविधि-देवताले फेरि भने । 'उनले देशलाई र इनोभेशन' गर्छन् । नेपाललाई 'एलन मस्क' उसले सफल भन्द बनाउँदेछन् ।' यसमा त भन्म नै हतेँ । 'जब्बार दिन र तनावबाट, तर त्यो देश 'युक्र-फ्रेन्डली' हुने हैन । उसले सबै पुराना संरचनालाई 'अविभाजित' भनेर भत्काइदिनेछ र नयाँ 'अपरेटिङ सिस्टम' यति महँगो हुन्छ कि सर्वसाधारणले किन्नै सक्ने छैनन् ।' — [1303, 527, 1528, 808]
story-paragraph: उनीहरूले देखे— उनीहरूले आफ्नो थोकी कुर्सीको छेउमा बाँचे खोज्ने जडबरा वृद्धहरूको एउटा भुण्ड । — [319, 548, 543, 601]
zodiac-sign-name: कुम्भ — [1256, 1985, 1278, 2000]
story-paragraph: उनीहरूले देखे— सबको उम्दाआ बल काढेर सकेथा, देशको दुःङ्गीलाई आफ्नो निजी पेवा सम्भने शासकहरू । — [319, 607, 543, 660]
zodiac-sign-name: मीन — [1258, 2058, 1276, 2073]
world-paragraph: स्तर तल भारिने गरी सञ्चरत समायोजन गर्ने बताएका छन् । — [306, 1778, 529, 1811]
story-paragraph: देवसभा अविरल पनि जारी छ । उनीहरूले अभै कुनै निर्णय हात्त सकेका छैनन् । कोही 'बाबाबुरा' भन्दै कहीँ पनि अभै 'विस्तार्य' । — [1303, 814, 1528, 867]
phone-entry-row — [571, 1947, 890, 1965]
story-paragraph: अध्याय तीन: आत्माको 'मिस-डेलिभरी' — [564, 668, 730, 683]
phone-entry-label: शव वाहन — [571, 1731, 609, 1744]
phone-entry-list — [561, 1648, 899, 2256]
phone-entry-label: माया नर्सिङ्ग होम प्रा.लि. — [571, 2114, 663, 2127]
world-column-2 — [295, 1776, 540, 2088]
zodiac-sign-cell — [1241, 1807, 1293, 1873]
phone-entry-number: : ०८३-५२५४९६ — [828, 1767, 890, 1780]
world-headline: घरेलु कारखाना अनुदानमा संशोधन — [108, 1718, 482, 1753]
horoscope-item — [931, 1661, 1231, 1727]
story-columns — [63, 275, 1539, 1553]
phone-entry-row — [571, 2057, 890, 2075]
phone-entry-number: : ०८३-५४०११०, ९८५८०५१०५७ — [764, 2004, 890, 2017]
phone-entry-label: एम्बुलेन्स (देउती नर्सिङ्ग होम) — [571, 2150, 683, 2163]
story-paragraph: जब यी चित्कारहरूले आफ्नो वेगमा अभिव्याख्यातमा तेभ्यायो र अनुभवहरूले खोज्न थाल्यो । — [74, 1481, 298, 1534]
zodiac-sign-cell — [931, 2027, 983, 2093]
story-paragraph: जंगबहादुरको आत्माको यो 'मिस-डेलिभरी'को चित्कार अभै सम्म भन्दा, एक मन्त्र बसेँ पठाउने ? नेपालको भूमिकार आइहरेको त्यो चित्कार अभै सम्म भन्दा, एक मन्त्र बसेँ हुन्ने, कुनै डुँइमा अनौठो राती हुन्छ । शायद उनी अफिल्लो रात सोमरसको रगामा थिए, वा उनीहरू अवैधिको तुल्यमा पनि मौलित भए, नाइट डेलिभरी । नाइट नाइट । — [1057, 605, 1282, 734]
